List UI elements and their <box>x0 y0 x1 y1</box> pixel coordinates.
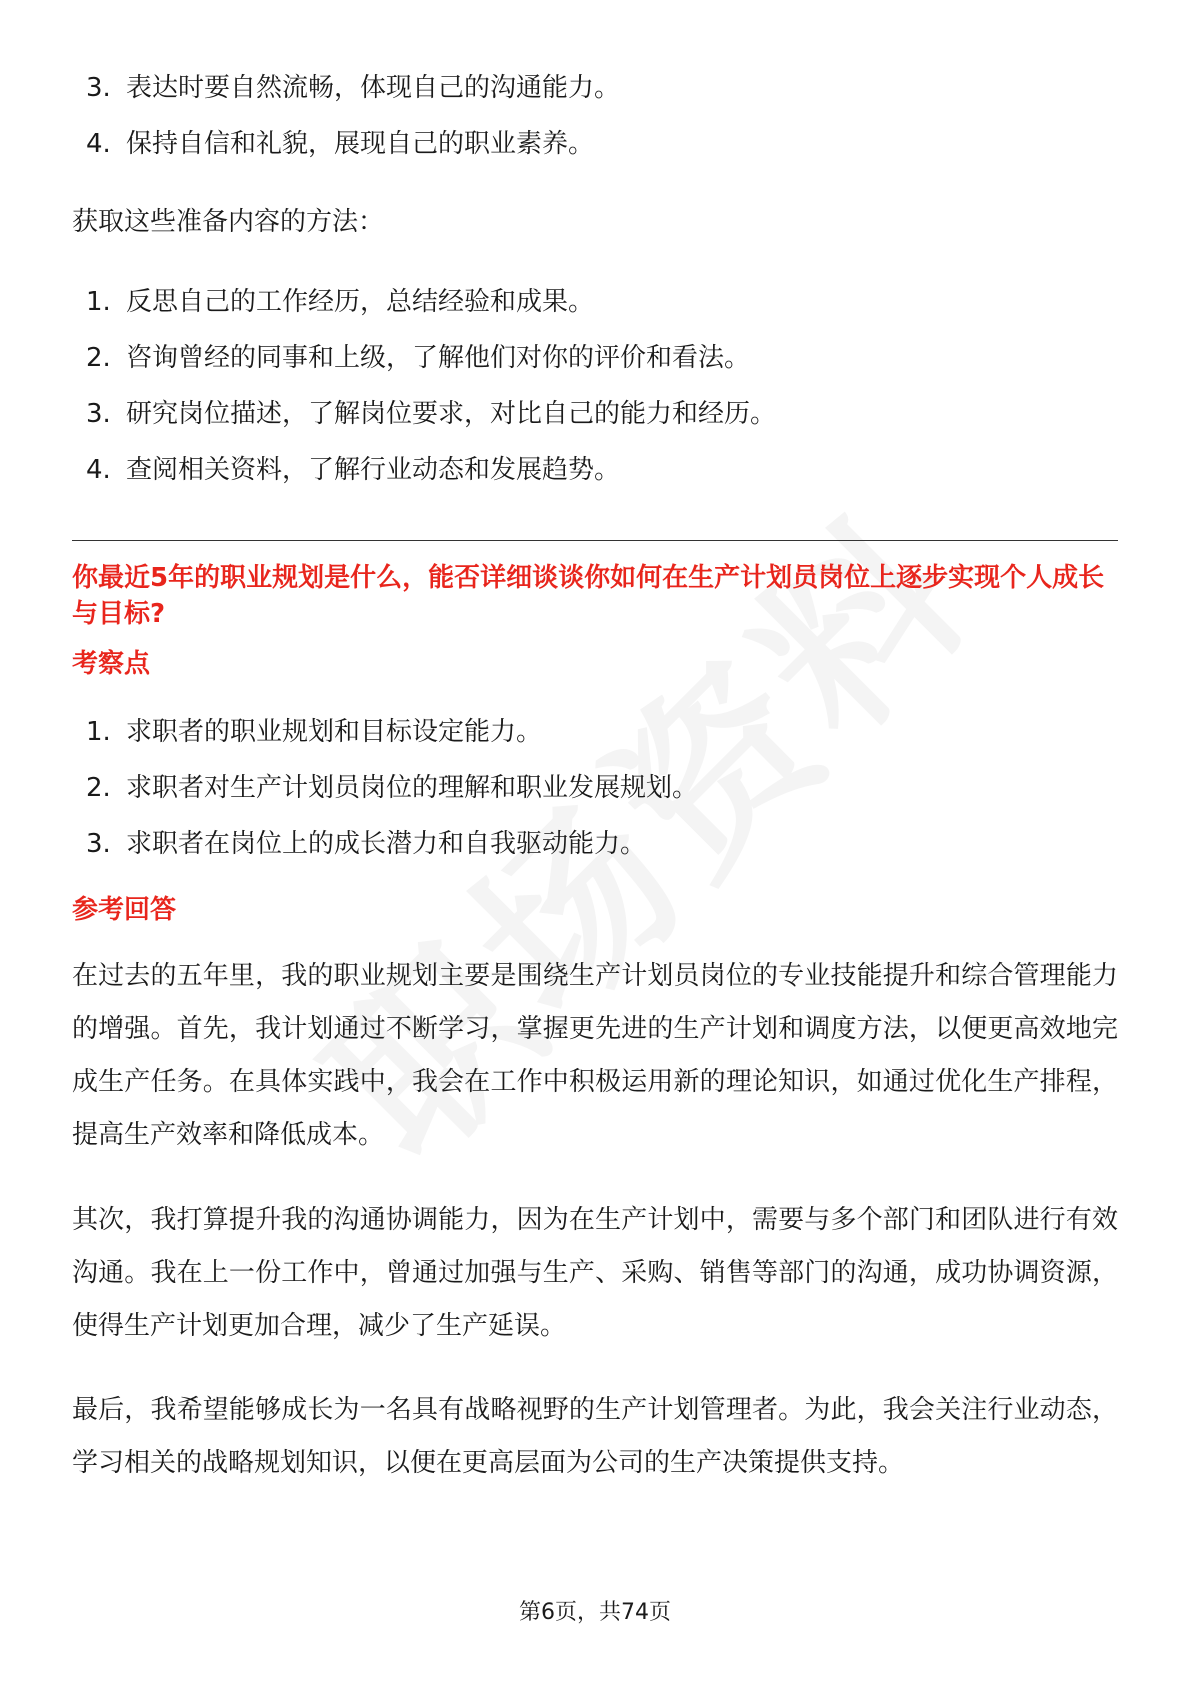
answer-paragraph: 其次，我打算提升我的沟通协调能力，因为在生产计划中，需要与多个部门和团队进行有效沟通。我在上一份工作中，曾通过加强与生产、采购、销售等部门的沟通，成功协调资源，使得生产计划更加合理，减少了生产延误。 <box>72 1205 1118 1341</box>
list-text: 查阅相关资料，了解行业动态和发展趋势。 <box>126 455 621 485</box>
list-number: 1. <box>86 717 111 747</box>
methods-title: 获取这些准备内容的方法： <box>72 207 385 237</box>
list-text: 咨询曾经的同事和上级，了解他们对你的评价和看法。 <box>126 343 751 373</box>
list-text: 求职者对生产计划员岗位的理解和职业发展规划。 <box>126 773 699 803</box>
list-text: 研究岗位描述，了解岗位要求，对比自己的能力和经历。 <box>126 399 777 429</box>
list-number: 3. <box>86 73 111 103</box>
list-text: 反思自己的工作经历，总结经验和成果。 <box>126 287 595 317</box>
list-number: 3. <box>86 399 111 429</box>
list-text: 表达时要自然流畅，体现自己的沟通能力。 <box>126 73 621 103</box>
list-number: 4. <box>86 129 111 159</box>
kaocha-label: 考察点 <box>72 649 151 679</box>
list-text: 求职者的职业规划和目标设定能力。 <box>126 717 543 747</box>
list-number: 2. <box>86 343 111 373</box>
answer-paragraph: 最后，我希望能够成长为一名具有战略视野的生产计划管理者。为此，我会关注行业动态，学习相关的战略规划知识，以便在更高层面为公司的生产决策提供支持。 <box>72 1395 1118 1478</box>
list-number: 2. <box>86 773 111 803</box>
question-heading: 你最近5年的职业规划是什么，能否详细谈谈你如何在生产计划员岗位上逐步实现个人成长与目标? <box>72 563 1105 629</box>
answer-paragraph: 在过去的五年里，我的职业规划主要是围绕生产计划员岗位的专业技能提升和综合管理能力的增强。首先，我计划通过不断学习，掌握更先进的生产计划和调度方法，以便更高效地完成生产任务。在具体实践中，我会在工作中积极运用新的理论知识，如通过优化生产排程，提高生产效率和降低成本。 <box>72 961 1118 1150</box>
list-number: 1. <box>86 287 111 317</box>
section-divider <box>72 540 1118 541</box>
list-number: 3. <box>86 829 111 859</box>
list-text: 保持自信和礼貌，展现自己的职业素养。 <box>126 129 595 159</box>
page-footer: 第6页，共74页 <box>519 1600 671 1625</box>
list-number: 4. <box>86 455 111 485</box>
list-text: 求职者在岗位上的成长潜力和自我驱动能力。 <box>126 829 647 859</box>
answer-label: 参考回答 <box>72 895 177 925</box>
